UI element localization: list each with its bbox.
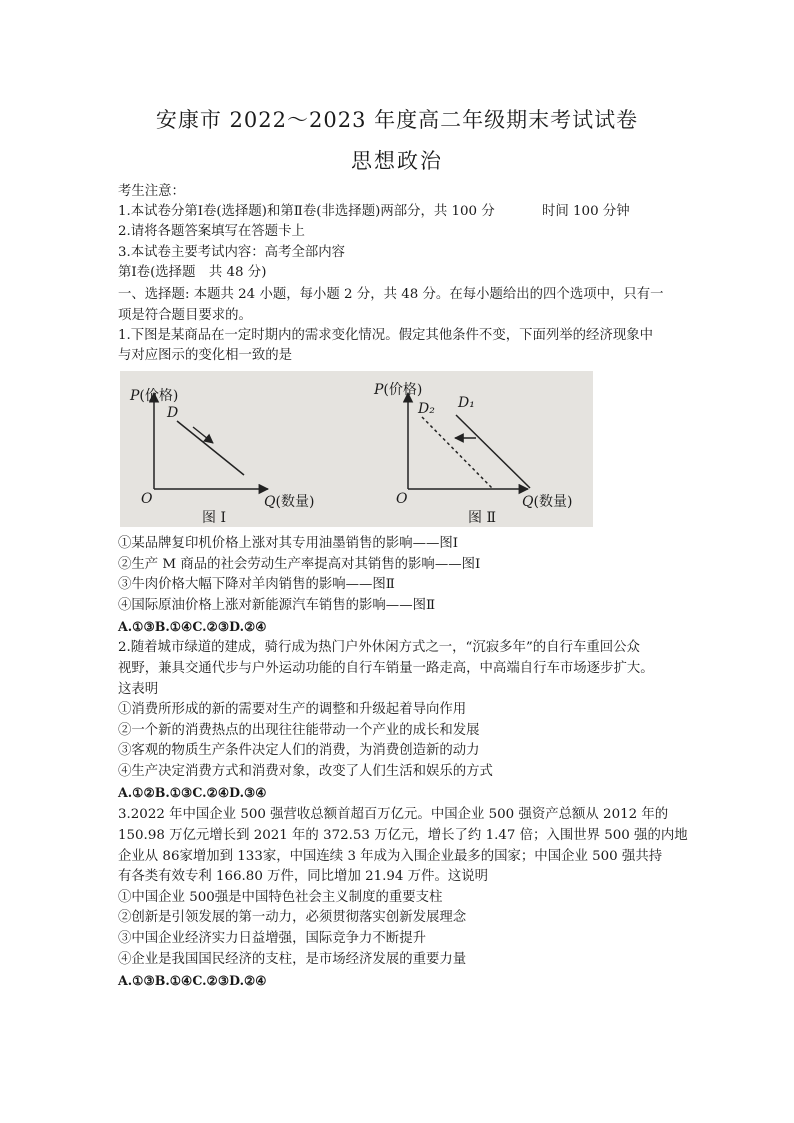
graph2-curve-d2	[422, 417, 492, 488]
question-3-stem: 企业从 86家增加到 133家，中国连续 3 年成为入围企业最多的国家；中国企业 500 强共持	[118, 849, 663, 864]
graph2-curve-d2-label: D₂	[418, 401, 435, 417]
question-3-stem: 150.98 万亿元增长到 2021 年的 372.53 万亿元，增长了约 1.47 倍；入围世界 500 强的内地	[118, 828, 688, 843]
question-1-item: ②生产 M 商品的社会劳动生产率提高对其销售的影响——图Ⅰ	[118, 557, 481, 572]
question-1-options: A.①③B.①④C.②③D.②④	[118, 619, 267, 634]
graph1-origin: O	[141, 491, 153, 507]
notice-item: 3.本试卷主要考试内容：高考全部内容	[118, 245, 346, 260]
question-1-item: ④国际原油价格上涨对新能源汽车销售的影响——图Ⅱ	[118, 598, 436, 613]
question-1-item: ①某品牌复印机价格上涨对其专用油墨销售的影响——图Ⅰ	[118, 536, 459, 551]
graph1-demand-curve	[177, 421, 244, 475]
question-1-stem: 与对应图示的变化相一致的是	[118, 348, 293, 363]
question-1-stem: 1.下图是某商品在一定时期内的需求变化情况。假定其他条件不变，下面列举的经济现象中	[118, 328, 654, 343]
graph2-curve-d1	[456, 415, 530, 488]
graph1-movement-arrow	[193, 427, 213, 443]
question-3-item: ④企业是我国国民经济的支柱，是市场经济发展的重要力量	[118, 952, 467, 967]
question-3-item: ①中国企业 500强是中国特色社会主义制度的重要支柱	[118, 890, 443, 905]
graph1-y-label: P(价格)	[130, 388, 179, 404]
demand-graphs	[120, 371, 593, 527]
question-2-item: ④生产决定消费方式和消费对象，改变了人们生活和娱乐的方式	[118, 764, 493, 779]
question-3-stem: 3.2022 年中国企业 500 强营收总额首超百万亿元。中国企业 500 强资产总额从 2012 年的	[118, 807, 669, 822]
question-2-stem: 2.随着城市绿道的建成，骑行成为热门户外休闲方式之一，“沉寂多年”的自行车重回公众	[118, 640, 640, 655]
graph2-y-label: P(价格)	[374, 382, 423, 398]
question-2-item: ①消费所形成的新的需要对生产的调整和升级起着导向作用	[118, 702, 467, 717]
graph1-caption: 图 Ⅰ	[202, 510, 226, 526]
question-3-options: A.①③B.①④C.②③D.②④	[118, 973, 267, 988]
section-instruction: 项是符合题目要求的。	[118, 308, 252, 323]
graph2-curve-d1-label: D₁	[458, 395, 475, 411]
notice-time: 时间 100 分钟	[542, 204, 630, 219]
subject-title: 思想政治	[351, 149, 443, 173]
question-2-stem: 视野，兼具交通代步与户外运动功能的自行车销量一路走高，中高端自行车市场逐步扩大。	[118, 661, 654, 676]
graph2-x-label: Q(数量)	[522, 494, 573, 510]
notice-item: 1.本试卷分第Ⅰ卷(选择题)和第Ⅱ卷(非选择题)两部分，共 100 分	[118, 204, 495, 219]
section-instruction: 一、选择题: 本题共 24 小题，每小题 2 分，共 48 分。在每小题给出的四个选项中，只有一	[118, 287, 664, 302]
graph1-x-label: Q(数量)	[264, 494, 315, 510]
question-3-stem: 有各类有效专利 166.80 万件，同比增加 21.94 万件。这说明	[118, 869, 489, 884]
exam-title: 安康市 2022～2023 年度高二年级期末考试试卷	[155, 108, 639, 132]
question-2-options: A.①②B.①③C.②④D.③④	[118, 785, 267, 800]
question-3-item: ③中国企业经济实力日益增强，国际竞争力不断提升	[118, 931, 426, 946]
question-2-item: ③客观的物质生产条件决定人们的消费，为消费创造新的动力	[118, 743, 480, 758]
question-1-item: ③牛肉价格大幅下降对羊肉销售的影响——图Ⅱ	[118, 577, 395, 592]
notice-heading: 考生注意：	[118, 184, 185, 199]
question-3-item: ②创新是引领发展的第一动力，必须贯彻落实创新发展理念	[118, 910, 467, 925]
graph2-origin: O	[396, 491, 408, 507]
section-heading: 第Ⅰ卷(选择题 共 48 分)	[118, 265, 267, 280]
question-2-stem: 这表明	[118, 682, 159, 697]
question-2-item: ②一个新的消费热点的出现往往能带动一个产业的成长和发展	[118, 723, 480, 738]
graph1-curve-label: D	[167, 405, 179, 421]
graph2-caption: 图 Ⅱ	[468, 510, 496, 526]
notice-item: 2.请将各题答案填写在答题卡上	[118, 224, 305, 239]
